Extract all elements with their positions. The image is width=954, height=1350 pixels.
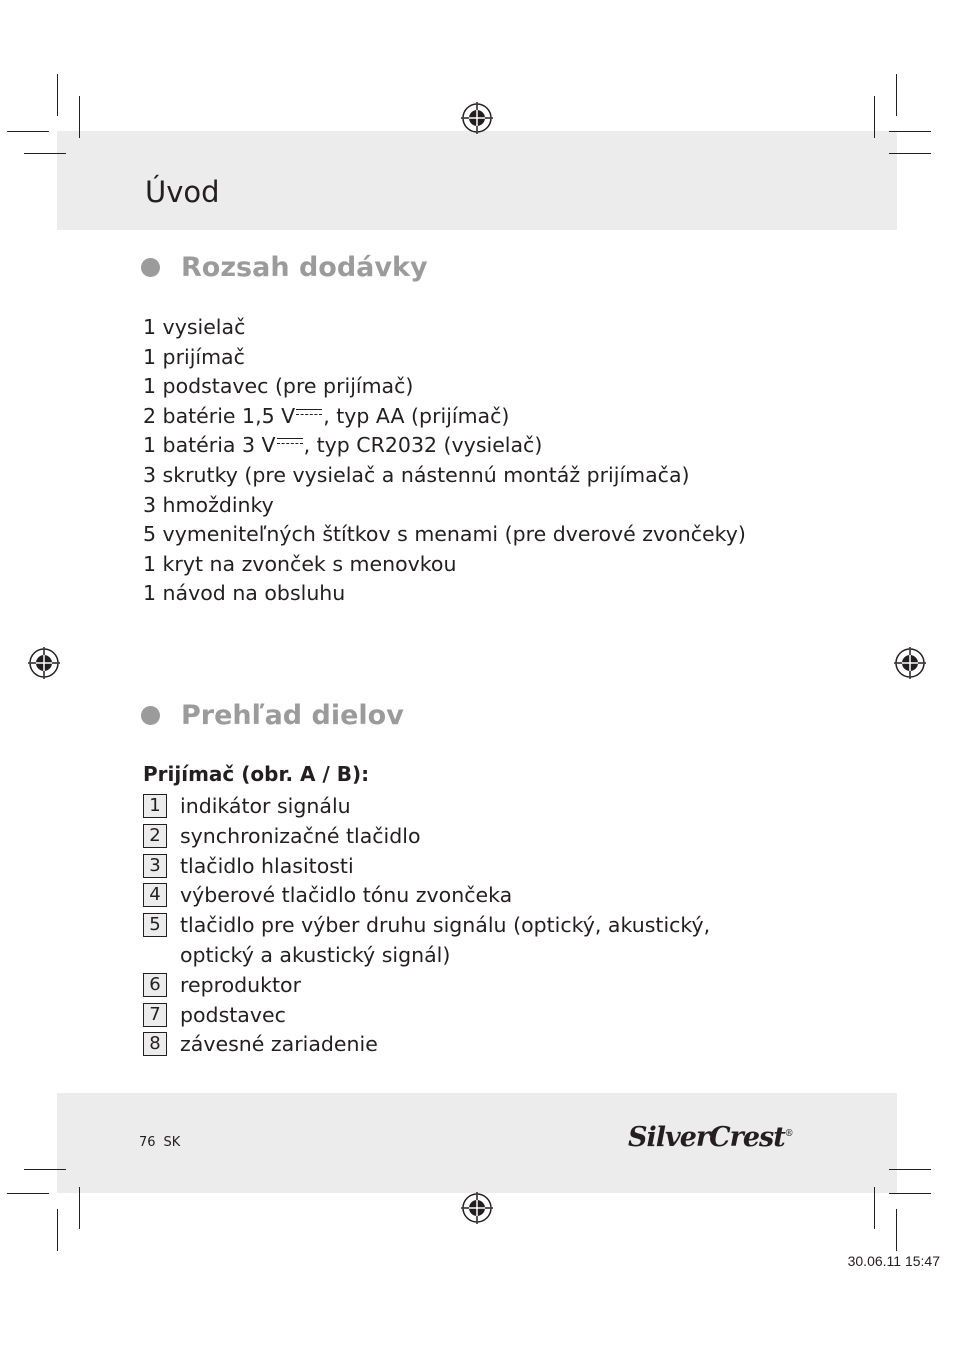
dc-current-icon: [277, 436, 303, 448]
part-number: 3: [143, 854, 167, 878]
part-label: indikátor signálu: [180, 794, 351, 818]
brand-name: SilverCrest: [628, 1122, 785, 1153]
crop-mark: [57, 74, 58, 116]
list-item: [143, 402, 746, 432]
crop-mark: [7, 131, 49, 132]
list-item-text: 2 batérie 1,5 V: [143, 403, 296, 428]
crop-mark: [874, 1187, 875, 1229]
part-label: tlačidlo pre výber druhu signálu (optický, akustický, optický a akustický signál): [180, 913, 711, 967]
crop-mark: [896, 1209, 897, 1251]
crop-mark: [889, 1193, 931, 1194]
crop-mark: [79, 1187, 80, 1229]
delivery-list: [143, 313, 746, 609]
crop-mark: [7, 1193, 49, 1194]
list-item: [143, 431, 746, 461]
part-label: synchronizačné tlačidlo: [180, 823, 421, 848]
part-number: 1: [143, 794, 167, 818]
part-number: 2: [143, 824, 167, 848]
crop-mark: [889, 1169, 931, 1170]
part-number: 5: [143, 913, 167, 937]
part-item: [143, 1030, 783, 1060]
part-label: tlačidlo hlasitosti: [180, 853, 354, 878]
list-item: 3 skrutky (pre vysielač a nástennú montáž prijímača): [143, 462, 690, 487]
bullet-dot-icon: [141, 706, 160, 725]
part-item: [143, 1001, 783, 1031]
part-label: reproduktor: [180, 972, 302, 997]
list-item: 1 prijímač: [143, 344, 245, 369]
registration-mark-icon: [894, 647, 926, 679]
receiver-subheading: Prijímač (obr. A / B):: [143, 762, 370, 786]
crop-mark: [889, 153, 931, 154]
brand-logo: [628, 1122, 794, 1153]
list-item: 1 návod na obsluhu: [143, 581, 346, 606]
list-item: 1 vysielač: [143, 315, 246, 339]
part-label: výberové tlačidlo tónu zvončeka: [180, 883, 513, 908]
page-folio: [139, 1135, 188, 1150]
registration-mark-icon: [461, 102, 493, 134]
part-item: [143, 822, 783, 852]
crop-mark: [889, 131, 931, 132]
section-title: Prehľad dielov: [181, 700, 404, 731]
crop-mark: [79, 96, 80, 138]
section-header-parts-overview: [141, 700, 404, 731]
crop-mark: [874, 96, 875, 138]
print-timestamp: 30.06.11 15:47: [847, 1253, 940, 1269]
dc-current-icon: [296, 407, 322, 419]
section-title: Rozsah dodávky: [181, 252, 428, 283]
part-item: [143, 911, 783, 971]
crop-mark: [896, 74, 897, 116]
section-header-scope-of-delivery: [141, 252, 428, 283]
list-item: 1 podstavec (pre prijímač): [143, 374, 414, 399]
crop-mark: [57, 1209, 58, 1251]
language-code: SK: [163, 1135, 181, 1150]
part-number: 8: [143, 1032, 167, 1056]
list-item-text: 1 batéria 3 V: [143, 433, 276, 458]
part-number: 4: [143, 883, 167, 907]
registered-mark: ®: [784, 1129, 794, 1139]
crop-mark: [24, 153, 66, 154]
part-item: [143, 881, 783, 911]
parts-list: [143, 792, 783, 1060]
part-label: závesné zariadenie: [180, 1032, 378, 1057]
bullet-dot-icon: [141, 258, 160, 277]
part-item: [143, 971, 783, 1001]
registration-mark-icon: [28, 647, 60, 679]
page-title: Úvod: [145, 175, 220, 209]
part-item: [143, 792, 783, 822]
registration-mark-icon: [461, 1192, 493, 1224]
list-item-text: , typ AA (prijímač): [323, 403, 510, 428]
list-item: 5 vymeniteľných štítkov s menami (pre dverové zvončeky): [143, 522, 746, 547]
crop-mark: [24, 1169, 66, 1170]
part-number: 6: [143, 973, 167, 997]
part-item: [143, 852, 783, 882]
list-item: 1 kryt na zvonček s menovkou: [143, 551, 457, 576]
part-label: podstavec: [180, 1002, 286, 1027]
list-item: 3 hmoždinky: [143, 492, 274, 517]
list-item-text: , typ CR2032 (vysielač): [303, 433, 543, 458]
part-number: 7: [143, 1003, 167, 1027]
page-number: 76: [139, 1135, 156, 1150]
